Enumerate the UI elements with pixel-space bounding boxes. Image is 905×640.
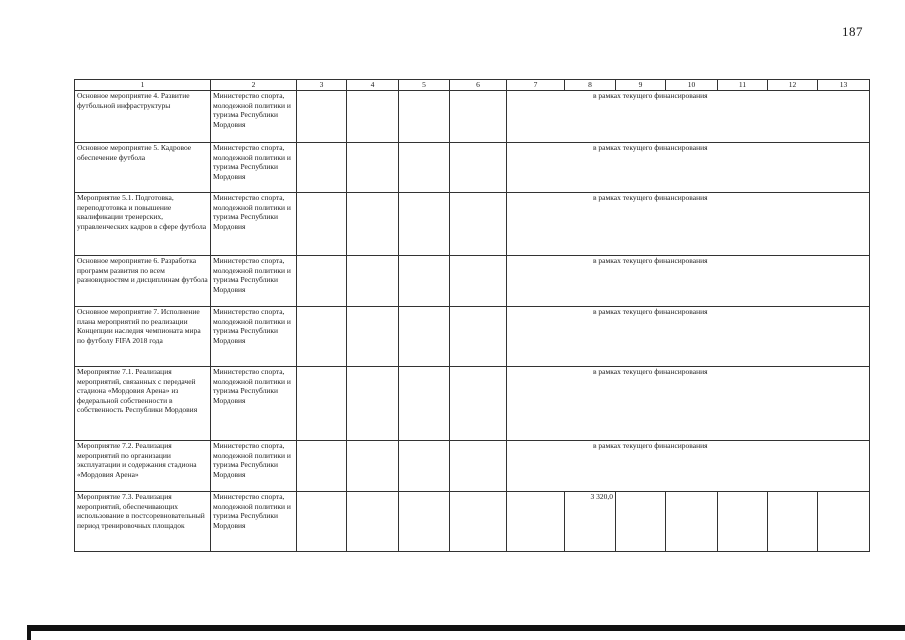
activity-cell: Основное мероприятие 6. Разработка программ развития по всем разновидностям и дисциплинам футбола — [75, 256, 211, 307]
table-row — [75, 441, 870, 492]
financing-note-cell — [507, 307, 870, 367]
executor-cell: Министерство спорта, молодежной политики и туризма Республики Мордовия — [211, 143, 297, 193]
financing-note: в рамках текущего финансирования — [593, 441, 708, 450]
financing-note-cell — [507, 91, 870, 143]
column-header: 8 — [565, 80, 616, 91]
activity-cell: Мероприятие 7.1. Реализация мероприятий, связанных с передачей стадиона «Мордовия Арена» из федеральной собственности в собственность Республики Мордовия — [75, 367, 211, 441]
activity-cell: Основное мероприятие 5. Кадровое обеспечение футбола — [75, 143, 211, 193]
executor-cell: Министерство спорта, молодежной политики и туризма Республики Мордовия — [211, 193, 297, 256]
executor-cell: Министерство спорта, молодежной политики и туризма Республики Мордовия — [211, 441, 297, 492]
column-header: 3 — [297, 80, 347, 91]
table-row — [75, 492, 870, 552]
financing-note-cell — [507, 193, 870, 256]
column-header: 2 — [211, 80, 297, 91]
column-header: 7 — [507, 80, 565, 91]
table-row — [75, 307, 870, 367]
executor-cell: Министерство спорта, молодежной политики и туризма Республики Мордовия — [211, 367, 297, 441]
financing-note: в рамках текущего финансирования — [593, 193, 708, 202]
column-header: 10 — [666, 80, 718, 91]
header-row — [75, 80, 870, 91]
executor-cell: Министерство спорта, молодежной политики и туризма Республики Мордовия — [211, 91, 297, 143]
activity-cell: Основное мероприятие 4. Развитие футбольной инфраструктуры — [75, 91, 211, 143]
page-left-edge — [27, 628, 31, 640]
financing-note-cell — [507, 441, 870, 492]
table-row — [75, 256, 870, 307]
column-header: 12 — [768, 80, 818, 91]
column-header: 5 — [399, 80, 450, 91]
column-header: 11 — [718, 80, 768, 91]
financing-note-cell — [507, 367, 870, 441]
financing-note: в рамках текущего финансирования — [593, 143, 708, 152]
financing-note: в рамках текущего финансирования — [593, 91, 708, 100]
column-header: 4 — [347, 80, 399, 91]
financing-note-cell — [507, 256, 870, 307]
page-number: 187 — [842, 24, 863, 39]
page-bottom-border — [27, 625, 905, 631]
column-header: 1 — [75, 80, 211, 91]
column-header: 13 — [818, 80, 870, 91]
plan-table — [74, 79, 870, 552]
executor-cell: Министерство спорта, молодежной политики и туризма Республики Мордовия — [211, 492, 297, 552]
executor-cell: Министерство спорта, молодежной политики и туризма Республики Мордовия — [211, 256, 297, 307]
column-header: 9 — [616, 80, 666, 91]
amount-cell: 3 320,0 — [565, 492, 616, 552]
table-row — [75, 143, 870, 193]
financing-note: в рамках текущего финансирования — [593, 307, 708, 316]
activity-cell: Мероприятие 7.3. Реализация мероприятий, обеспечивающих использование в постсоревновательный период тренировочных площадок — [75, 492, 211, 552]
activity-cell: Мероприятие 7.2. Реализация мероприятий по организации эксплуатации и содержания стадиона «Мордовия Арена» — [75, 441, 211, 492]
column-header: 6 — [450, 80, 507, 91]
activity-cell: Мероприятие 5.1. Подготовка, переподготовка и повышение квалификации тренерских, управленческих кадров в сфере футбола — [75, 193, 211, 256]
financing-note-cell — [507, 143, 870, 193]
table-row — [75, 193, 870, 256]
financing-note: в рамках текущего финансирования — [593, 367, 708, 376]
activity-cell: Основное мероприятие 7. Исполнение плана мероприятий по реализации Концепции наследия чемпионата мира по футболу FIFA 2018 года — [75, 307, 211, 367]
table-row — [75, 91, 870, 143]
table-row — [75, 367, 870, 441]
executor-cell: Министерство спорта, молодежной политики и туризма Республики Мордовия — [211, 307, 297, 367]
financing-note: в рамках текущего финансирования — [593, 256, 708, 265]
